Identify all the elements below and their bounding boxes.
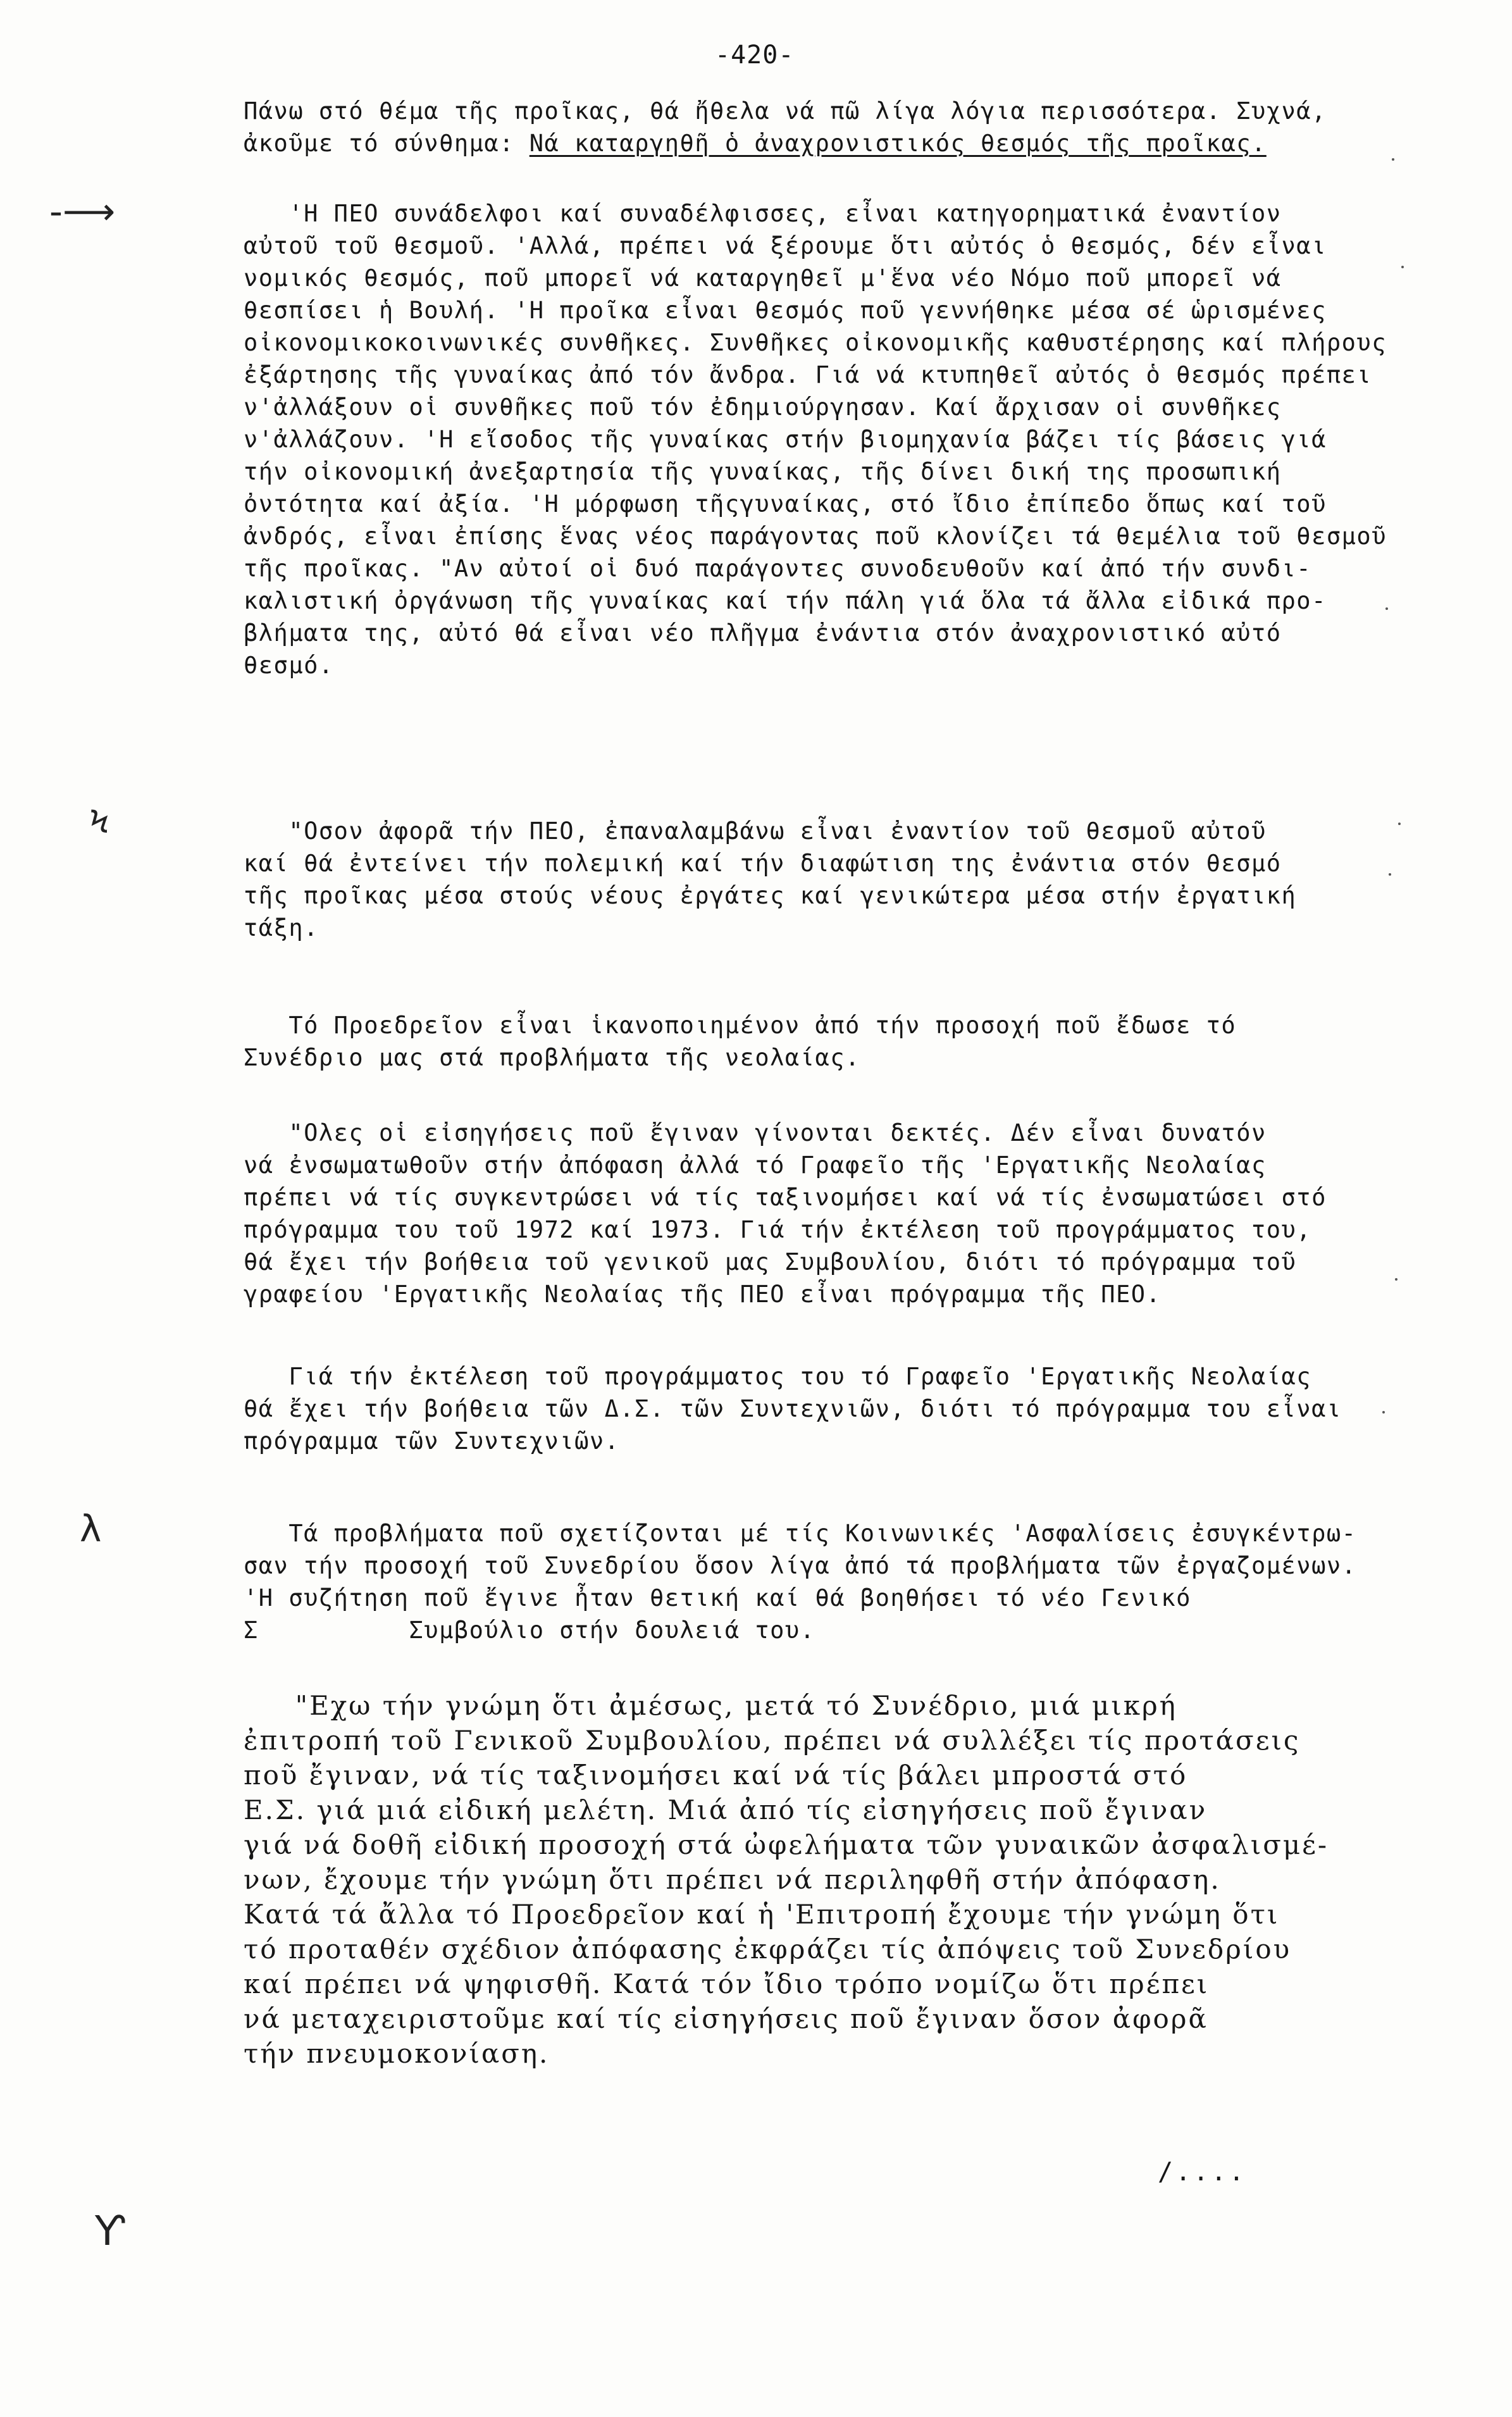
text-line: 'Η ΠΕΟ συνάδελφοι καί συναδέλφισσες, εἶναι κατηγορηματικά ἐναντίον <box>244 200 1282 227</box>
margin-handwritten-mark: Ƴ <box>95 2208 125 2255</box>
text-line: Σ Συμβούλιο στήν δουλειά του. <box>244 1617 815 1644</box>
text-line: θά ἔχει τήν βοήθεια τοῦ γενικοῦ μας Συμβουλίου, διότι τό πρόγραμμα τοῦ <box>244 1248 1297 1276</box>
text-line: ἀνδρός, εἶναι ἐπίσης ἕνας νέος παράγοντας ποῦ κλονίζει τά θεμέλια τοῦ θεσμοῦ <box>244 523 1387 550</box>
scan-speck <box>1382 1411 1385 1414</box>
text-line: Πάνω στό θέμα τῆς προῖκας, θά ἤθελα νά πῶ λίγα λόγια περισσότερα. Συχνά, <box>244 97 1327 125</box>
text-line: Τό Προεδρεῖον εἶναι ἱκανοποιημένον ἀπό τήν προσοχή ποῦ ἔδωσε τό <box>244 1012 1237 1039</box>
text-line: ἀκοῦμε τό σύνθημα: Νά καταργηθῆ ὁ ἀναχρονιστικός θεσμός τῆς προῖκας. <box>244 130 1267 157</box>
text-line: "Οσον ἀφορᾶ τήν ΠΕΟ, ἐπαναλαμβάνω εἶναι ἐναντίον τοῦ θεσμοῦ αὐτοῦ <box>244 817 1267 845</box>
text-line: "Εχω τήν γνώμη ὅτι ἀμέσως, μετά τό Συνέδριο, μιά μικρή <box>244 1690 1177 1721</box>
text-line: ν'ἀλλάξουν οἱ συνθῆκες ποῦ τόν ἐδημιούργησαν. Καί ἄρχισαν οἱ συνθῆκες <box>244 394 1282 421</box>
text-line: οἰκονομικοκοινωνικές συνθῆκες. Συνθῆκες οἰκονομικῆς καθυστέρησης καί πλήρους <box>244 329 1387 356</box>
scan-speck <box>1389 873 1391 876</box>
page-number: -420- <box>715 40 795 70</box>
text-line: νά μεταχειριστοῦμε καί τίς εἰσηγήσεις ποῦ ἔγιναν ὅσον ἀφορᾶ <box>244 2003 1208 2034</box>
text-line: καί πρέπει νά ψηφισθῆ. Κατά τόν ἴδιο τρόπο νομίζω ὅτι πρέπει <box>244 1968 1210 1999</box>
scan-speck <box>1385 607 1388 610</box>
text-line: γραφείου 'Εργατικῆς Νεολαίας τῆς ΠΕΟ εἶναι πρόγραμμα τῆς ΠΕΟ. <box>244 1281 1162 1308</box>
paragraph-committee-opinion <box>244 1688 1420 2071</box>
text-line: ἐξάρτησης τῆς γυναίκας ἀπό τόν ἄνδρα. Γιά νά κτυπηθεῖ αὐτός ὁ θεσμός πρέπει <box>244 361 1372 388</box>
margin-handwritten-mark: λ <box>80 1507 102 1550</box>
continuation-mark: /.... <box>1158 2158 1247 2187</box>
text-line: ὀντότητα καί ἀξία. 'Η μόρφωση τῆςγυναίκας, στό ἴδιο ἐπίπεδο ὅπως καί τοῦ <box>244 490 1327 518</box>
text-line: 'Η συζήτηση ποῦ ἔγινε ἦταν θετική καί θά βοηθήσει τό νέο Γενικό <box>244 1584 1191 1612</box>
text-line: αὐτοῦ τοῦ θεσμοῦ. 'Αλλά, πρέπει νά ξέρουμε ὅτι αὐτός ὁ θεσμός, δέν εἶναι <box>244 232 1327 259</box>
text-line: "Ολες οἱ εἰσηγήσεις ποῦ ἔγιναν γίνονται δεκτές. Δέν εἶναι δυνατόν <box>244 1119 1267 1146</box>
text-line: Τά προβλήματα ποῦ σχετίζονται μέ τίς Κοινωνικές 'Ασφαλίσεις ἐσυγκέντρω- <box>244 1520 1357 1547</box>
paragraph-peo-position <box>244 197 1420 681</box>
paragraph-proposals <box>244 1117 1420 1310</box>
scan-speck <box>1401 266 1404 268</box>
paragraph-peo-opposition <box>244 815 1420 944</box>
text-line: τάξη. <box>244 914 319 941</box>
text-line: ἐπιτροπή τοῦ Γενικοῦ Συμβουλίου, πρέπει νά συλλέξει τίς προτάσεις <box>244 1725 1301 1756</box>
underlined-slogan: Νά καταργηθῆ ὁ ἀναχρονιστικός θεσμός τῆς προῖκας. <box>529 130 1267 157</box>
margin-arrow-mark: -⟶ <box>49 190 116 233</box>
text-line: τήν πνευμοκονίαση. <box>244 2038 550 2069</box>
text-line: ν'ἀλλάζουν. 'Η εἴσοδος τῆς γυναίκας στήν βιομηχανία βάζει τίς βάσεις γιά <box>244 426 1327 453</box>
text-line: καλιστική ὀργάνωση τῆς γυναίκας καί τήν πάλη γιά ὅλα τά ἄλλα εἰδικά προ- <box>244 587 1327 614</box>
text-line: θεσπίσει ἡ Βουλή. 'Η προῖκα εἶναι θεσμός ποῦ γεννήθηκε μέσα σέ ὡρισμένες <box>244 297 1327 324</box>
scan-speck <box>1395 1278 1397 1281</box>
scan-speck <box>1392 158 1394 161</box>
text-line: βλήματα της, αὐτό θά εἶναι νέο πλῆγμα ἐνάντια στόν ἀναχρονιστικό αὐτό <box>244 619 1282 647</box>
paragraph-dowry-intro <box>244 95 1420 159</box>
paragraph-youth-office <box>244 1360 1420 1457</box>
text-line: νων, ἔχουμε τήν γνώμη ὅτι πρέπει νά περιληφθῆ στήν ἀπόφαση. <box>244 1864 1221 1895</box>
paragraph-youth <box>244 1009 1420 1074</box>
text-line: σαν τήν προσοχή τοῦ Συνεδρίου ὅσον λίγα ἀπό τά προβλήματα τῶν ἐργαζομένων. <box>244 1552 1357 1579</box>
text-line: νομικός θεσμός, ποῦ μπορεῖ νά καταργηθεῖ μ'ἕνα νέο Νόμο ποῦ μπορεῖ νά <box>244 264 1282 292</box>
text-line: καί θά ἐντείνει τήν πολεμική καί τήν διαφώτιση της ἐνάντια στόν θεσμό <box>244 850 1282 877</box>
text-line: τό προταθέν σχέδιον ἀπόφασης ἐκφράζει τίς ἀπόψεις τοῦ Συνεδρίου <box>244 1934 1292 1965</box>
text-line: τήν οἰκονομική ἀνεξαρτησία τῆς γυναίκας, τῆς δίνει δική της προσωπική <box>244 458 1282 485</box>
text-line: πρόγραμμα του τοῦ 1972 καί 1973. Γιά τήν ἐκτέλεση τοῦ προγράμματος του, <box>244 1216 1312 1243</box>
text-line: ποῦ ἔγιναν, νά τίς ταξινομήσει καί νά τίς βάλει μπροστά στό <box>244 1760 1188 1791</box>
text-line: θά ἔχει τήν βοήθεια τῶν Δ.Σ. τῶν Συντεχνιῶν, διότι τό πρόγραμμα του εἶναι <box>244 1395 1342 1422</box>
margin-handwritten-mark: Ϟ <box>89 804 109 840</box>
text-line: Ε.Σ. γιά μιά εἰδική μελέτη. Μιά ἀπό τίς εἰσηγήσεις ποῦ ἔγιναν <box>244 1794 1208 1825</box>
text-line: Γιά τήν ἐκτέλεση τοῦ προγράμματος του τό Γραφεῖο 'Εργατικῆς Νεολαίας <box>244 1363 1312 1390</box>
text-line: θεσμό. <box>244 652 334 679</box>
text-line: τῆς προῖκας μέσα στούς νέους ἐργάτες καί γενικώτερα μέσα στήν ἐργατική <box>244 882 1297 909</box>
text-line: πρέπει νά τίς συγκεντρώσει νά τίς ταξινομήσει καί νά τίς ἐνσωματώσει στό <box>244 1184 1327 1211</box>
paragraph-social-insurance <box>244 1517 1420 1646</box>
text-line: νά ἐνσωματωθοῦν στήν ἀπόφαση ἀλλά τό Γραφεῖο τῆς 'Εργατικῆς Νεολαίας <box>244 1152 1267 1179</box>
text-line: Κατά τά ἄλλα τό Προεδρεῖον καί ἡ 'Επιτροπή ἔχουμε τήν γνώμη ὅτι <box>244 1899 1280 1930</box>
text-line: Συνέδριο μας στά προβλήματα τῆς νεολαίας. <box>244 1044 860 1071</box>
text-line: γιά νά δοθῆ εἰδική προσοχή στά ὠφελήματα τῶν γυναικῶν ἀσφαλισμέ- <box>244 1829 1329 1860</box>
text-line: πρόγραμμα τῶν Συντεχνιῶν. <box>244 1427 620 1455</box>
scan-speck <box>1398 823 1401 825</box>
text-line: τῆς προῖκας. "Αν αὐτοί οἱ δυό παράγοντες συνοδευθοῦν καί ἀπό τήν συνδι- <box>244 555 1312 582</box>
